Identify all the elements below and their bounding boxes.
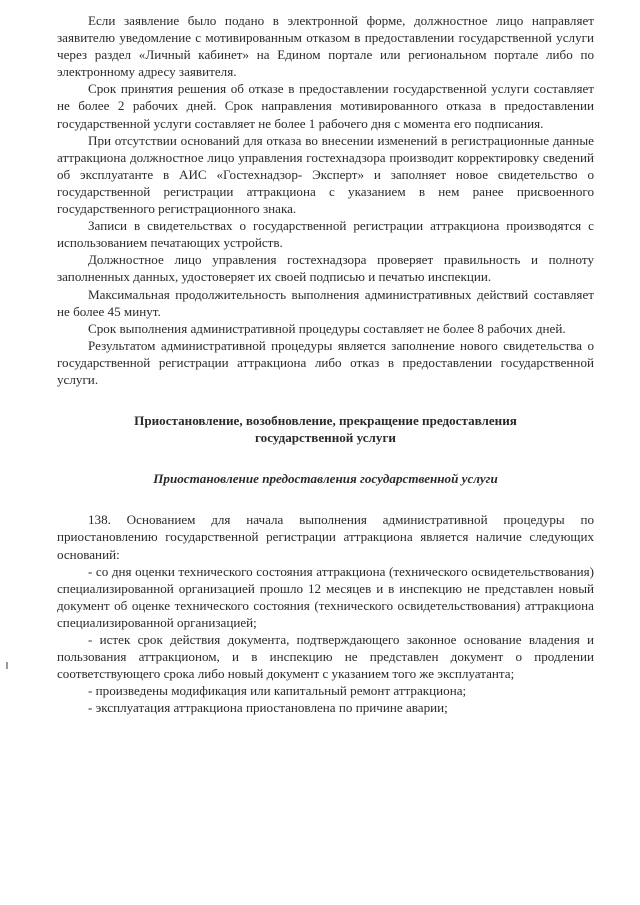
paragraph-refusal-deadline: Срок принятия решения об отказе в предоставлении государственной услуги составляет не более 2 рабочих дней. Срок направления мотивированного отказа в предоставлении государственной услуги составляет не более 1 рабочего дня с момента его подписания.	[57, 81, 594, 131]
paragraph-procedure-result: Результатом административной процедуры является заполнение нового свидетельства о государственной регистрации аттракциона либо отказ в предоставлении государственной услуги.	[57, 337, 594, 387]
spacer	[57, 487, 594, 511]
list-item-modification-repair: - произведены модификация или капитальный ремонт аттракциона;	[88, 683, 467, 699]
paragraph-printing-devices: Записи в свидетельствах о государственной регистрации аттракциона производятся с использованием печатающих устройств.	[57, 218, 594, 251]
list-item-technical-assessment: - со дня оценки технического состояния аттракциона (технического освидетельствования) специализированной организацией прошло 12 месяцев и в инспекцию не представлен новый документ об оценке технического состояния (технического освидетельствования) аттракциона специализированной организацией;	[57, 563, 594, 630]
section-heading: Приостановление, возобновление, прекращение предоставления государственной услуги	[134, 413, 517, 446]
paragraph-electronic-refusal: Если заявление было подано в электронной форме, должностное лицо направляет заявителю уведомление с мотивированным отказом в предоставлении государственной услуги через раздел «Личный кабинет» на Едином портале или региональном портале либо по электронному адресу заявителя.	[57, 13, 594, 80]
subsection-heading: Приостановление предоставления государственной услуги	[153, 471, 498, 487]
list-item-accident-suspension: - эксплуатация аттракциона приостановлена по причине аварии;	[88, 700, 448, 716]
paragraph-registration-correction: При отсутствии оснований для отказа во внесении изменений в регистрационные данные аттракциона должностное лицо управления гостехнадзора производит корректировку сведений об эксплуатанте в АИС «Гостехнадзор- Эксперт» и заполняет новое свидетельство о государственной регистрации аттракциона с указанием в нем ранее присвоенного государственного регистрационного знака.	[57, 132, 594, 217]
paragraph-138-grounds: 138. Основанием для начала выполнения административной процедуры по приостановлению государственной регистрации аттракциона является наличие следующих оснований:	[57, 512, 594, 562]
spacer	[57, 388, 594, 412]
list-item-ownership-document: - истек срок действия документа, подтверждающего законное основание владения и пользования аттракционом, и в инспекцию не представлен документ о продлении соответствующего срока либо новый документ с указанием того же эксплуатанта;	[57, 632, 594, 682]
paragraph-procedure-term: Срок выполнения административной процедуры составляет не более 8 рабочих дней.	[88, 320, 566, 336]
paragraph-official-verification: Должностное лицо управления гостехнадзора проверяет правильность и полноту заполненных данных, удостоверяет их своей подписью и печатью инспекции.	[57, 252, 594, 285]
spacer	[57, 446, 594, 470]
paragraph-max-duration: Максимальная продолжительность выполнения административных действий составляет не более 45 минут.	[57, 286, 594, 319]
scan-margin-mark	[6, 662, 8, 669]
